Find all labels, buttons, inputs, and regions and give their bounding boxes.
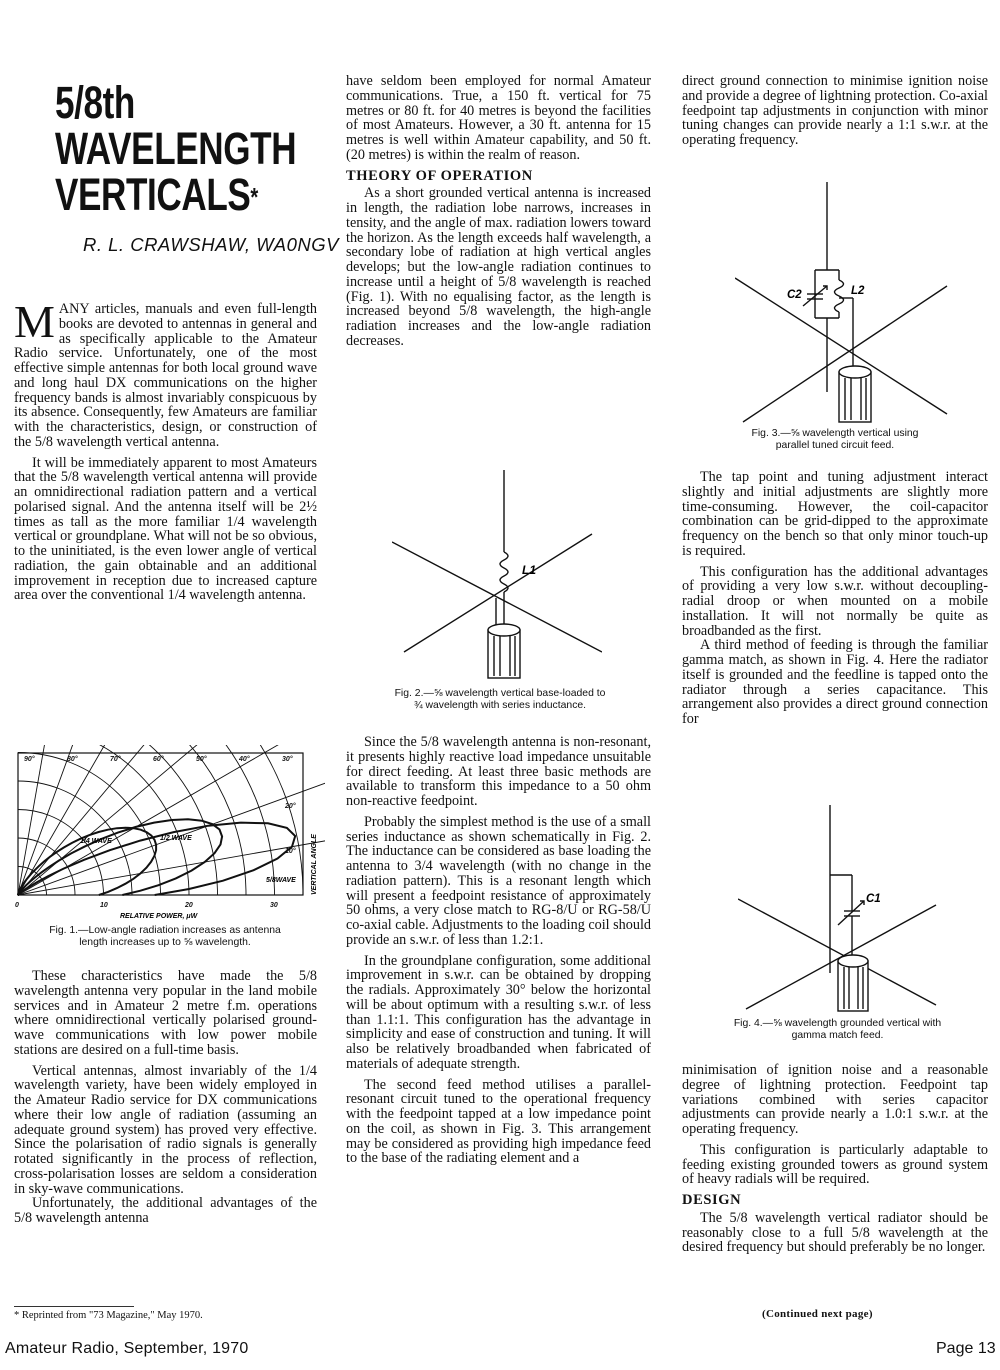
paragraph: have seldom been employed for normal Amateur communications. True, a 150 ft. vertical for 75 metres or 80 ft. for 40 metres is beyond the facilities of most Amateurs. However, a 30 ft. antenna for 15 metres is well within Amateur capability, and 50 ft. (20 metres) is within the realm of reason. xyxy=(346,73,651,163)
fig3-coil-label: L2 xyxy=(851,285,865,297)
fig1-lobe-58-wave xyxy=(18,823,295,895)
paragraph: The tap point and tuning adjustment interact slightly and initial adjustments are slightly more time-consuming. However, the coil-capacitor combination can be grid-dipped to the approximate frequency on the bench so that only minor touch-up is required. xyxy=(682,469,988,559)
fig1-top-tick: 90° xyxy=(24,756,35,763)
paragraph: This configuration is particularly adaptable to feeding existing grounded towers as ground system of heavy radials will be required. xyxy=(682,1141,988,1188)
fig1-right-tick: 20° xyxy=(285,803,296,810)
paragraph: It will be immediately apparent to most Amateurs that the 5/8 wavelength vertical antenna will provide an omnidirectional radiation pattern and a vertical polarised signal. And the antenna itself will be 2½ times as tall as the more familiar 1/4 wavelength vertical or groundplane. What will not be so obvious, to the uninitiated, is the even lower angle of vertical radiation, the gain obtainable and an additional improvement in reception due to increased capture area over the conventional 1/4 wavelength antenna. xyxy=(14,454,317,604)
fig1-top-tick: 60° xyxy=(153,756,164,763)
paragraph: Unfortunately, the additional advantages of the 5/8 wavelength antenna xyxy=(14,1195,317,1226)
fig1-x-tick: 0 xyxy=(15,902,19,909)
fig4-caption: Fig. 4.—⅝ wavelength grounded vertical with gamma match feed. xyxy=(733,1018,942,1041)
fig3-antenna-diagram xyxy=(735,182,950,427)
fig1-x-tick: 10 xyxy=(100,902,108,909)
fig1-top-tick: 50° xyxy=(196,756,207,763)
fig3-cap-label: C2 xyxy=(787,289,802,301)
paragraph: These characteristics have made the 5/8 wavelength antenna very popular in the land mobile services and in Amateur 2 metre f.m. operations where omnidirectional vertically polarised ground-wave communications with low power mobile stations are desired on a full-time basis. xyxy=(14,968,317,1058)
fig1-grid-radial xyxy=(18,745,155,895)
footer-page-number: Page 13 xyxy=(936,1340,996,1357)
paragraph: The 5/8 wavelength vertical radiator should be reasonably close to a full 5/8 wavelength at the desired frequency but should preferably be no longer. xyxy=(682,1209,988,1256)
fig4-antenna-diagram xyxy=(738,805,938,1017)
fig1-ylabel: VERTICAL ANGLE xyxy=(311,834,318,895)
paragraph: The second feed method utilises a parallel-resonant circuit tuned to the operational frequency with the feedpoint tapped at a low impedance point on the coil, as shown in Fig. 3. This arrangement may be considered as providing high impedance feed to the base of the radiating element and a xyxy=(346,1076,651,1167)
article-title xyxy=(55,77,297,220)
fig1-top-tick: 30° xyxy=(282,756,293,763)
paragraph: direct ground connection to minimise ignition noise and provide a degree of lightning protection. Co-axial feedpoint tap adjustments in conjunction with minor tuning changes can provide nearly a 1:1 s.w.r. at the operating frequency. xyxy=(682,73,988,148)
column-1-bottom xyxy=(14,969,317,1232)
footnote: * Reprinted from "73 Magazine," May 1970. xyxy=(14,1310,203,1321)
column-3-bottom xyxy=(682,1063,988,1255)
fig1-x-tick: 30 xyxy=(270,902,278,909)
fig1-grid-arc xyxy=(18,745,303,895)
fig1-top-tick: 70° xyxy=(110,756,121,763)
paragraph: Probably the simplest method is the use of a small series inductance as shown schematically in Fig. 2. The inductance can be considered as base loading the antenna to 3/4 wavelength (with no change in the radiation pattern). This is a resonant length which will present a feedpoint resistance of approximately 50 ohms, a very close match to RG-8/U or RG-58/U co-axial cable. Adjustments to the loading coil should provide an s.w.r. of less than 1.2:1. xyxy=(346,813,651,948)
column-1-top xyxy=(14,296,317,609)
paragraph: Since the 5/8 wavelength antenna is non-resonant, it presents highly reactive load impedance unsuitable for direct feeding. At least three basic methods are available to transform this impedance to a 50 ohm non-reactive feedpoint. xyxy=(346,734,651,809)
title-line-2: WAVELENGTH xyxy=(55,123,297,174)
paragraph: Vertical antennas, almost invariably of the 1/4 wavelength variety, have been widely employed in the Amateur Radio service for DX communications where their low angle of radiation (assuming an adequate ground system) has proved very effective. Since the polarisation of radio signals is generally rotated significantly in the process of reflection, cross-polarisation losses are seldom a consideration in sky-wave communications. xyxy=(14,1062,317,1197)
section-heading-design: DESIGN xyxy=(682,1192,742,1208)
column-2-bottom xyxy=(346,735,651,1172)
column-3-top xyxy=(682,74,988,154)
fig3-caption: Fig. 3.—⅝ wavelength vertical using parallel tuned circuit feed. xyxy=(751,428,919,451)
paragraph: minimisation of ignition noise and a reasonable degree of lightning protection. Feedpoint tap variations combined with series capacitor adjustments can provide nearly a 1.0:1 s.w.r. at the operating frequency. xyxy=(682,1062,988,1137)
paragraph: This configuration has the additional advantages of providing a very low s.w.r. without decoupling-radial droop or when mounted on a mobile installation. It will not normally be quite as broadbanded as the first. xyxy=(682,563,988,639)
footer-publication: Amateur Radio, September, 1970 xyxy=(5,1340,249,1357)
fig1-top-tick: 80° xyxy=(67,756,78,763)
fig1-caption: Fig. 1.—Low-angle radiation increases as antenna length increases up to ⅝ wavelength. xyxy=(49,925,281,948)
fig1-xlabel: RELATIVE POWER, μW xyxy=(120,913,198,920)
title-line-1: 5/8th xyxy=(55,77,135,128)
fig2-caption: Fig. 2.—⅝ wavelength vertical base-loaded to ¾ wavelength with series inductance. xyxy=(394,688,606,711)
fig1-top-tick: 40° xyxy=(239,756,250,763)
section-heading-theory: THEORY OF OPERATION xyxy=(346,167,533,184)
fig1-label-quarter-wave: 1/4 WAVE xyxy=(80,838,112,845)
paragraph: In the groundplane configuration, some additional improvement in s.w.r. can be obtained by dropping the radials. Approximately 30° below the horizontal will be about optimum with a resulting s.w.r. of less than 1.1:1. This configuration has the advantage in simplicity and ease of construction and tuning. It will also be relatively broadbanded when fabricated of materials of adequate strength. xyxy=(346,952,651,1072)
column-3-middle xyxy=(682,470,988,733)
fig4-cap-label: C1 xyxy=(866,893,881,905)
fig2-antenna-diagram xyxy=(392,470,602,688)
paragraph: As a short grounded vertical antenna is increased in length, the radiation lobe narrows, increases in tensity, and the angle of max. radiation lowers toward the horizon. As the length exceeds half wavelength, a secondary lobe of radiation at high vertical angles develops; but the low-angle radiation continues to increase until a height of 5/8 wavelength is reached (Fig. 1). With no equalising factor, as the length is increased beyond 5/8 wavelength, the high-angle radiation increases and the low-angle radiation decreases. xyxy=(346,185,651,349)
fig2-coil-label: L1 xyxy=(522,563,537,577)
fig1-x-tick: 20 xyxy=(185,902,193,909)
paragraph: A third method of feeding is through the familiar gamma match, as shown in Fig. 4. Here the radiator itself is grounded and the feedline is tapped onto the radiator through a series capacitance. This arrangement also provides a direct ground connection for xyxy=(682,637,988,727)
fig1-radiation-chart xyxy=(10,745,325,923)
continued-note: (Continued next page) xyxy=(762,1308,873,1320)
column-2-top xyxy=(346,74,651,355)
paragraph: MANY articles, manuals and even full-length books are devoted to antennas in general and as specifically applicable to the Amateur Radio service. Unfortunately, one of the most effective simple antennas for both local ground wave and long haul DX communications on the higher frequency bands is almost invariably conspicuous by its absence. Consequently, few Amateurs are familiar with the characteristics, design, or construction of the 5/8 wavelength vertical antenna. xyxy=(14,296,317,450)
fig1-grid-radial xyxy=(18,745,87,895)
fig1-label-58-wave: 5/8WAVE xyxy=(266,877,296,884)
title-line-3: VERTICALS* xyxy=(55,169,258,220)
fig1-label-half-wave: 1/2 WAVE xyxy=(160,835,192,842)
footnote-rule xyxy=(14,1306,134,1307)
author-byline: R. L. CRAWSHAW, WA0NGV xyxy=(83,234,339,255)
footnote-mark: * xyxy=(250,182,258,212)
drop-cap: M xyxy=(14,296,55,347)
fig1-right-tick: 10° xyxy=(285,848,296,855)
